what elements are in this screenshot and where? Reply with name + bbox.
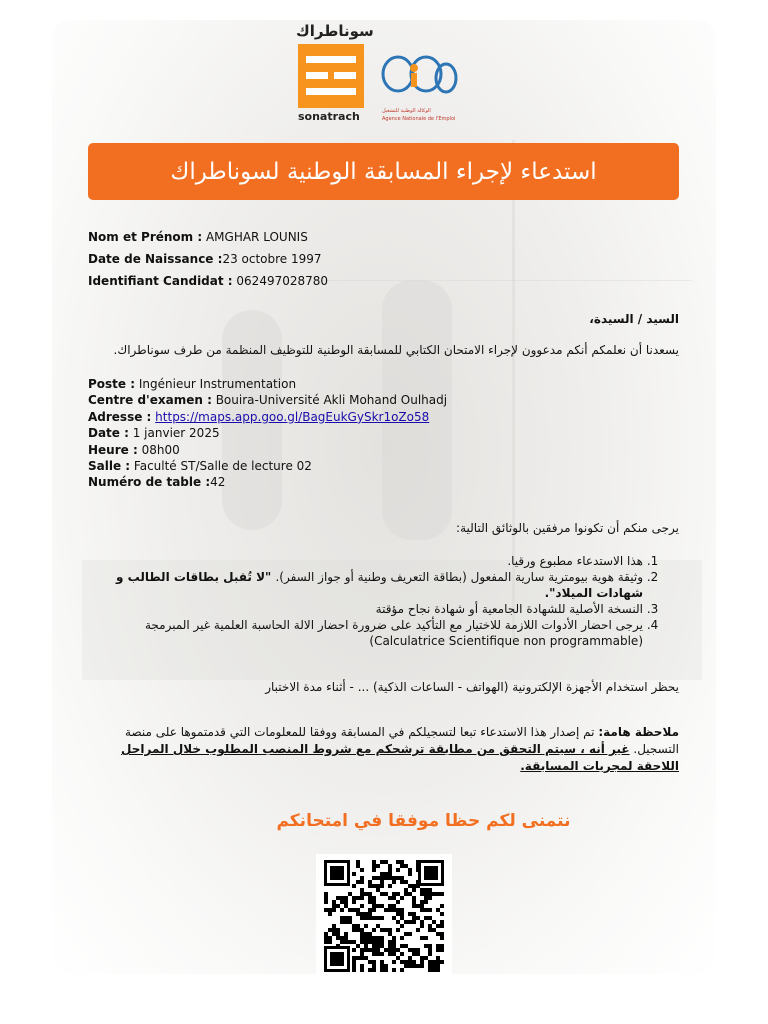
table-row [88, 474, 447, 490]
centre-value: Bouira-Université Akli Mohand Oulhadj [211, 393, 448, 408]
sonatrach-arabic-wordmark: سوناطراك [296, 22, 374, 40]
table-value: 42 [210, 475, 226, 490]
birth-value: 23 octobre 1997 [222, 252, 322, 266]
heure-value: 08h00 [137, 442, 180, 457]
sonatrach-logo-icon [298, 44, 364, 108]
doc-1: هذا الاستدعاء مطبوع ورقيا. [507, 554, 643, 568]
documents-intro: يرجى منكم أن تكونوا مرفقين بالوثائق التالية: [456, 521, 679, 535]
adresse-label: Adresse : [88, 409, 152, 424]
poste-row [88, 376, 447, 392]
list-item [88, 553, 643, 569]
important-note [88, 724, 679, 775]
date-value: 1 janvier 2025 [128, 426, 220, 441]
name-label: Nom et Prénom : [88, 230, 203, 244]
address-map-link[interactable]: https://maps.app.goo.gl/BagEukGySkr1oZo58 [155, 409, 430, 424]
doc-4: يرجى احضار الأدوات اللازمة للاختيار مع التأكيد على ضرورة احضار الالة الحاسبة العلمية غير المبرمجة (Calculatrice Scientifique non programmable) [144, 618, 643, 648]
sonatrach-latin-wordmark: sonatrach [298, 110, 360, 123]
heure-label: Heure : [88, 442, 138, 457]
anem-latin-name: Agence Nationale de l'Emploi [382, 116, 456, 122]
salle-row [88, 458, 447, 474]
list-item [88, 569, 643, 601]
heure-row [88, 442, 447, 458]
intro-paragraph: يسعدنا أن نعلمكم أنكم مدعوون لإجراء الامتحان الكتابي للمسابقة الوطنية للتوظيف المنظمة من طرف سوناطراك. [113, 343, 679, 357]
centre-label: Centre d'examen : [88, 393, 212, 408]
note-label: ملاحظة هامة: [598, 725, 679, 739]
candidate-name-row [88, 226, 328, 248]
birth-label: Date de Naissance : [88, 252, 223, 266]
poste-label: Poste : [88, 377, 136, 391]
doc-2-warning: "لا تُقبل بطاقات الطالب و شهادات الميلاد". [116, 570, 643, 600]
poste-value: Ingénieur Instrumentation [135, 377, 297, 391]
date-label: Date : [88, 426, 129, 441]
title-banner [88, 143, 679, 200]
id-label: Identifiant Candidat : [88, 274, 233, 288]
salle-label: Salle : [88, 459, 131, 474]
qr-code-icon [316, 854, 452, 978]
document-title: استدعاء لإجراء المسابقة الوطنية لسوناطراك [170, 158, 597, 185]
note-text: تم إصدار هذا الاستدعاء تبعا لتسجيلكم في المسابقة ووفقا للمعلومات التي قدمتموها على منصة التسجيل. [125, 725, 679, 756]
salle-value: Faculté ST/Salle de lecture 02 [130, 459, 312, 474]
doc-2-text: وثيقة هوية بيومترية سارية المفعول (بطاقة التعريف وطنية أو جواز السفر). [275, 570, 643, 584]
exam-details [88, 376, 447, 491]
doc-3: النسخة الأصلية للشهادة الجامعية أو شهادة نجاح مؤقتة [375, 602, 643, 616]
candidate-info [88, 226, 328, 292]
salutation: السيد / السيدة، [589, 312, 679, 326]
anem-arabic-name: الوكالة الوطنية للتشغيل [382, 108, 431, 114]
closing-wish [88, 811, 679, 831]
list-item [88, 601, 643, 617]
adresse-row [88, 409, 447, 425]
closing-text: نتمنى لكم حظا موفقا في امتحانكم [276, 811, 571, 831]
prohibition-notice: يحظر استخدام الأجهزة الإلكترونية (الهواتف - الساعات الذكية) ... - أثناء مدة الاختبار [265, 680, 679, 694]
qr-code [316, 854, 452, 978]
required-documents-list [88, 553, 667, 649]
name-value: AMGHAR LOUNIS [202, 230, 308, 244]
list-item [88, 617, 643, 649]
date-row [88, 425, 447, 441]
centre-row [88, 392, 447, 408]
candidate-id-row [88, 270, 328, 292]
note-verification-warning: غير أنه ، سيتم التحقق من مطابقة ترشحكم مع شروط المنصب المطلوب خلال المراحل اللاحقة لمجريات المسابقة. [121, 742, 679, 773]
candidate-birth-row [88, 248, 328, 270]
table-label: Numéro de table : [88, 475, 211, 490]
header-logos [290, 22, 480, 122]
id-value: 062497028780 [232, 274, 329, 288]
